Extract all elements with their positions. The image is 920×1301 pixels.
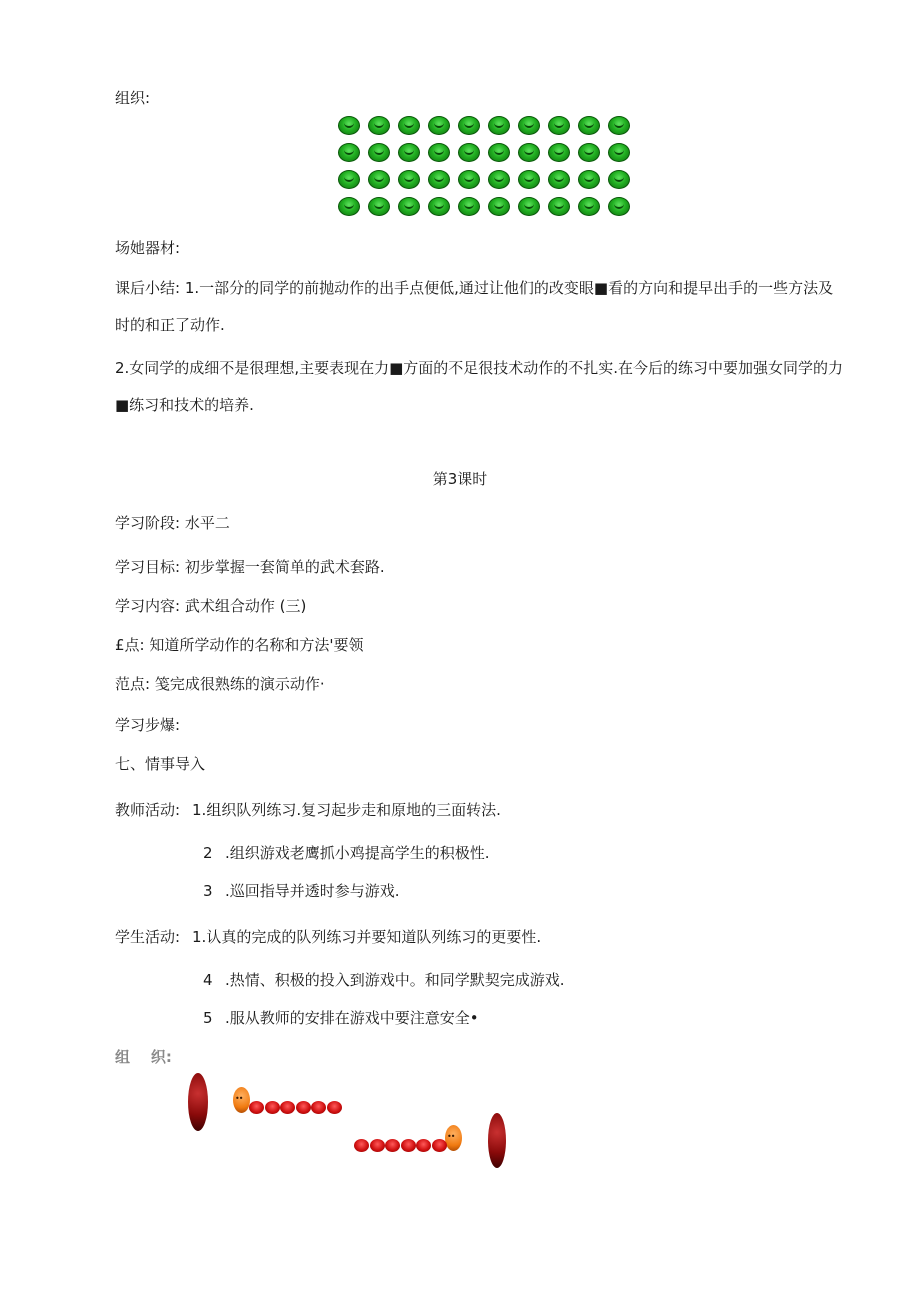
teacher-item-1-num: 1: [192, 801, 202, 819]
summary-paragraph-1: 课后小结: 1.一部分的同学的前抛动作的出手点便低,通过让他们的改变眼■看的方向和提早出手的一些方法及时的和正了动作.: [115, 279, 834, 334]
student-marker-icon: [548, 116, 570, 135]
student-item-1-text: .认真的完成的队列练习并要知道队列练习的更要性.: [201, 928, 542, 946]
student-marker-icon: [548, 143, 570, 162]
student-marker-icon: [488, 197, 510, 216]
chick-icon: [401, 1139, 416, 1152]
student-marker-icon: [488, 170, 510, 189]
student-marker-icon: [518, 170, 540, 189]
student-marker-icon: [488, 143, 510, 162]
chick-icon: [265, 1101, 280, 1114]
student-item-1: [192, 927, 541, 947]
summary-paragraph-2: 2.女同学的成细不是很理想,主要表现在力■方面的不足很技术动作的不扎实.在今后的练习中要加强女同学的力■练习和技术的培养.: [115, 359, 844, 414]
student-item-5: [203, 1008, 479, 1028]
student-marker-icon: [518, 143, 540, 162]
lesson-goal: 学习目标: 初步掌握一套简单的武术套路.: [115, 558, 385, 576]
student-marker-icon: [398, 116, 420, 135]
teacher-item-3-text: .巡回指导并透时参与游戏.: [225, 882, 400, 900]
teacher-item-3: [203, 881, 400, 901]
chick-icon: [249, 1101, 264, 1114]
student-item-4-num: 4: [203, 971, 213, 989]
teacher-item-2: [203, 843, 490, 863]
teacher-item-3-num: 3: [203, 882, 213, 900]
student-marker-icon: [458, 143, 480, 162]
hen-left-icon: [233, 1087, 250, 1113]
lesson-title: 第3课时: [432, 470, 488, 488]
lesson-intro: 七、情事导入: [115, 755, 206, 773]
chick-icon: [296, 1101, 311, 1114]
chick-icon: [370, 1139, 385, 1152]
student-marker-icon: [398, 197, 420, 216]
student-label: 学生活动:: [115, 928, 181, 946]
zuzhi-label: 组织:: [115, 89, 151, 107]
student-marker-icon: [578, 197, 600, 216]
student-marker-icon: [428, 116, 450, 135]
student-item-5-num: 5: [203, 1009, 213, 1027]
student-marker-icon: [458, 197, 480, 216]
student-marker-icon: [428, 170, 450, 189]
student-marker-icon: [458, 170, 480, 189]
student-marker-icon: [458, 116, 480, 135]
lesson-difficulty: 范点: 笺完成很熟练的演示动作·: [115, 675, 325, 693]
teacher-label: 教师活动:: [115, 801, 181, 819]
student-marker-icon: [368, 143, 390, 162]
lesson-steps: 学习步爆:: [115, 716, 181, 734]
student-marker-icon: [338, 197, 360, 216]
student-marker-icon: [608, 197, 630, 216]
eagle-left-icon: [188, 1073, 208, 1131]
chick-icon: [311, 1101, 326, 1114]
student-item-5-text: .服从教师的安排在游戏中要注意安全•: [225, 1009, 479, 1027]
equipment-label: 场她器材:: [115, 239, 181, 257]
chick-icon: [280, 1101, 295, 1114]
teacher-item-2-num: 2: [203, 844, 213, 862]
student-item-4: [203, 970, 565, 990]
teacher-item-1: [192, 800, 501, 820]
student-marker-icon: [488, 116, 510, 135]
student-marker-icon: [608, 116, 630, 135]
eagle-right-icon: [488, 1113, 506, 1168]
student-marker-icon: [548, 197, 570, 216]
game-diagram: [180, 1070, 520, 1180]
student-marker-icon: [368, 197, 390, 216]
chick-icon: [354, 1139, 369, 1152]
student-marker-icon: [398, 170, 420, 189]
student-marker-icon: [398, 143, 420, 162]
student-item-1-num: 1: [192, 928, 202, 946]
student-marker-icon: [338, 116, 360, 135]
student-marker-icon: [368, 116, 390, 135]
student-marker-icon: [518, 197, 540, 216]
teacher-item-1-text: .组织队列练习.复习起步走和原地的三面转法.: [201, 801, 501, 819]
student-marker-icon: [338, 170, 360, 189]
lesson-content: 学习内容: 武术组合动作 (三): [115, 597, 307, 615]
lesson-key-point: £点: 知道所学动作的名称和方法'要领: [115, 636, 364, 654]
student-marker-icon: [428, 197, 450, 216]
student-marker-icon: [518, 116, 540, 135]
chick-icon: [432, 1139, 447, 1152]
student-marker-icon: [608, 170, 630, 189]
student-marker-icon: [368, 170, 390, 189]
student-marker-icon: [608, 143, 630, 162]
chick-icon: [416, 1139, 431, 1152]
student-item-4-text: .热情、积极的投入到游戏中。和同学默契完成游戏.: [225, 971, 565, 989]
student-marker-icon: [578, 170, 600, 189]
teacher-item-2-text: .组织游戏老鹰抓小鸡提高学生的积极性.: [225, 844, 490, 862]
chick-icon: [327, 1101, 342, 1114]
student-marker-icon: [578, 143, 600, 162]
org-label: 组 织:: [115, 1048, 172, 1066]
lesson-stage: 学习阶段: 水平二: [115, 514, 230, 532]
hen-right-icon: [445, 1125, 462, 1151]
chick-icon: [385, 1139, 400, 1152]
student-marker-icon: [428, 143, 450, 162]
student-marker-icon: [578, 116, 600, 135]
student-marker-icon: [338, 143, 360, 162]
student-marker-icon: [548, 170, 570, 189]
